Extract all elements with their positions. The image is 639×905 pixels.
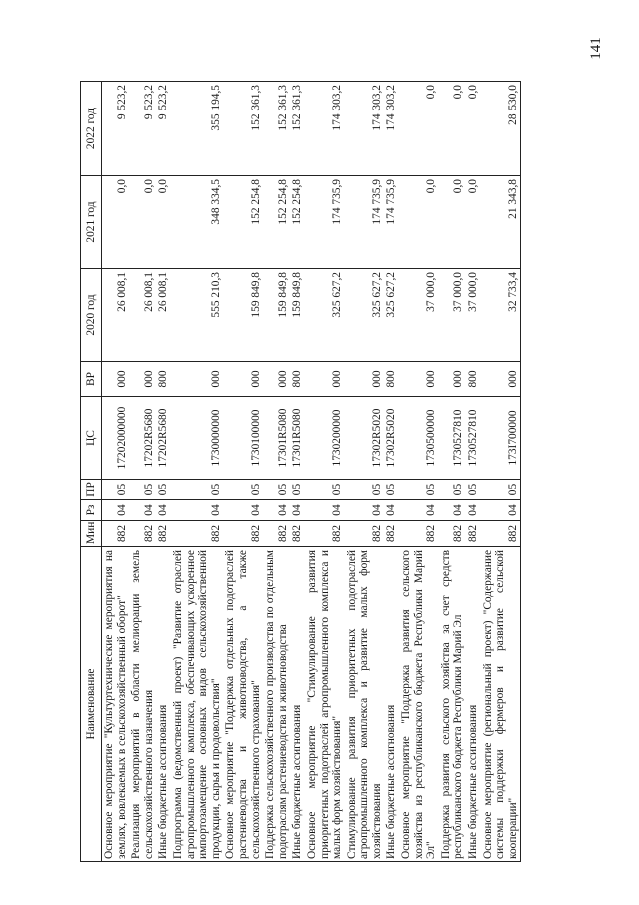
row-amount-cell: 152 254,8	[223, 176, 263, 269]
column-header: ЦС	[81, 397, 102, 480]
row-name-cell: Стимулирование развития приоритетных подотраслей агропромышленного комплекса и развитие малых форм хозяйствования	[345, 547, 385, 862]
table-row	[223, 82, 263, 862]
row-code-cell: 882	[384, 521, 399, 547]
row-amount-cell: 0,0	[399, 176, 439, 269]
column-header: ВР	[81, 362, 102, 397]
row-amount-cell: 174 303,2	[384, 82, 399, 176]
table-row	[290, 82, 305, 862]
row-amount-cell: 325 627,2	[305, 269, 345, 362]
row-amount-cell: 0,0	[102, 176, 130, 269]
row-name-cell: Иные бюджетные ассигнования	[156, 547, 171, 862]
row-code-cell: 04	[384, 500, 399, 521]
row-name-cell: Основное мероприятие "Поддержка отдельных подотраслей растениеводства и животноводства, а также сельскохозяйственного страхования"	[223, 547, 263, 862]
row-amount-cell: 37 000,0	[439, 269, 466, 362]
row-code-cell: 000	[171, 362, 223, 397]
row-code-cell: 05	[102, 480, 130, 500]
column-header: Рз	[81, 500, 102, 521]
row-amount-cell: 152 361,3	[263, 82, 290, 176]
row-code-cell: 000	[129, 362, 156, 397]
row-amount-cell: 26 008,1	[102, 269, 130, 362]
row-code-cell: 05	[384, 480, 399, 500]
row-amount-cell: 0,0	[156, 176, 171, 269]
row-amount-cell: 0,0	[439, 176, 466, 269]
table-row	[466, 82, 481, 862]
row-amount-cell: 9 523,2	[156, 82, 171, 176]
row-code-cell: 000	[399, 362, 439, 397]
row-code-cell: 800	[290, 362, 305, 397]
row-code-cell: 882	[290, 521, 305, 547]
table-row	[399, 82, 439, 862]
row-amount-cell: 174 303,2	[345, 82, 385, 176]
row-code-cell: 882	[305, 521, 345, 547]
row-code-cell: 000	[102, 362, 130, 397]
row-code-cell: 000	[223, 362, 263, 397]
table-row	[345, 82, 385, 862]
row-amount-cell: 159 849,8	[223, 269, 263, 362]
row-amount-cell: 0,0	[466, 176, 481, 269]
row-amount-cell: 355 194,5	[171, 82, 223, 176]
row-amount-cell: 9 523,2	[129, 82, 156, 176]
row-amount-cell: 152 254,8	[290, 176, 305, 269]
row-code-cell: 800	[384, 362, 399, 397]
row-code-cell: 04	[466, 500, 481, 521]
table-header-row	[81, 82, 102, 862]
row-code-cell: 17202R5680	[156, 397, 171, 480]
row-code-cell: 05	[263, 480, 290, 500]
row-code-cell: 04	[102, 500, 130, 521]
row-amount-cell: 37 000,0	[466, 269, 481, 362]
row-code-cell: 000	[481, 362, 521, 397]
row-amount-cell: 0,0	[129, 176, 156, 269]
column-header: ПР	[81, 480, 102, 500]
row-code-cell: 17302R5020	[384, 397, 399, 480]
table-row	[171, 82, 223, 862]
row-code-cell: 1730527810	[439, 397, 466, 480]
budget-table	[80, 81, 521, 862]
row-name-cell: Иные бюджетные ассигнования	[384, 547, 399, 862]
row-code-cell: 04	[439, 500, 466, 521]
row-amount-cell: 174 735,9	[305, 176, 345, 269]
row-code-cell: 05	[481, 480, 521, 500]
row-name-cell: Основное мероприятие "Культуртехнические мероприятия на землях, вовлекаемых в сельскохозяйственный оборот"	[102, 547, 130, 862]
row-code-cell: 800	[466, 362, 481, 397]
row-code-cell: 000	[305, 362, 345, 397]
row-amount-cell: 174 303,2	[305, 82, 345, 176]
row-amount-cell: 325 627,2	[384, 269, 399, 362]
row-amount-cell: 152 254,8	[263, 176, 290, 269]
row-name-cell: Основное мероприятие "Поддержка развития сельского хозяйства из республиканского бюджета Республики Марий Эл"	[399, 547, 439, 862]
row-amount-cell: 26 008,1	[156, 269, 171, 362]
row-code-cell: 05	[399, 480, 439, 500]
row-name-cell: Поддержка развития сельского хозяйства за счет средств республиканского бюджета Республики Марий Эл	[439, 547, 466, 862]
row-code-cell: 17301R5080	[290, 397, 305, 480]
table-row	[439, 82, 466, 862]
column-header: Наименование	[81, 547, 102, 862]
row-amount-cell: 0,0	[439, 82, 466, 176]
row-code-cell: 04	[223, 500, 263, 521]
column-header: 2022 год	[81, 82, 102, 176]
row-code-cell: 05	[129, 480, 156, 500]
row-amount-cell: 21 343,8	[481, 176, 521, 269]
row-code-cell: 000	[345, 362, 385, 397]
row-code-cell: 04	[399, 500, 439, 521]
row-code-cell: 882	[466, 521, 481, 547]
row-amount-cell: 174 735,9	[384, 176, 399, 269]
row-code-cell: 882	[263, 521, 290, 547]
row-amount-cell: 152 361,3	[290, 82, 305, 176]
row-code-cell: 000	[439, 362, 466, 397]
row-code-cell: 882	[171, 521, 223, 547]
row-code-cell: 04	[156, 500, 171, 521]
column-header: 2021 год	[81, 176, 102, 269]
row-amount-cell: 26 008,1	[129, 269, 156, 362]
table-row	[305, 82, 345, 862]
row-code-cell: 1730527810	[466, 397, 481, 480]
row-amount-cell: 37 000,0	[399, 269, 439, 362]
row-code-cell: 1730100000	[223, 397, 263, 480]
row-code-cell: 882	[102, 521, 130, 547]
row-code-cell: 05	[466, 480, 481, 500]
row-amount-cell: 325 627,2	[345, 269, 385, 362]
row-code-cell: 05	[171, 480, 223, 500]
row-amount-cell: 348 334,5	[171, 176, 223, 269]
row-amount-cell: 159 849,8	[263, 269, 290, 362]
row-amount-cell: 152 361,3	[223, 82, 263, 176]
row-name-cell: Иные бюджетные ассигнования	[466, 547, 481, 862]
row-amount-cell: 32 733,4	[481, 269, 521, 362]
row-code-cell: 882	[345, 521, 385, 547]
row-code-cell: 1730000000	[171, 397, 223, 480]
row-code-cell: 04	[481, 500, 521, 521]
column-header: 2020 год	[81, 269, 102, 362]
row-code-cell: 04	[263, 500, 290, 521]
row-amount-cell: 0,0	[466, 82, 481, 176]
row-code-cell: 05	[156, 480, 171, 500]
row-code-cell: 05	[223, 480, 263, 500]
table-row	[384, 82, 399, 862]
table-row	[481, 82, 521, 862]
row-code-cell: 882	[223, 521, 263, 547]
row-code-cell: 05	[290, 480, 305, 500]
row-code-cell: 04	[171, 500, 223, 521]
row-name-cell: Иные бюджетные ассигнования	[290, 547, 305, 862]
page-number: 141	[587, 37, 604, 60]
row-name-cell: Основное мероприятие (региональный проект) "Содержание системы поддержки фермеров и развитие сельской кооперации"	[481, 547, 521, 862]
row-code-cell: 04	[345, 500, 385, 521]
row-code-cell: 882	[399, 521, 439, 547]
row-code-cell: 04	[290, 500, 305, 521]
row-code-cell: 1730500000	[399, 397, 439, 480]
row-code-cell: 17202R5680	[129, 397, 156, 480]
row-name-cell: Подпрограмма (ведомственный проект) "Развитие отраслей агропромышленного комплекса, обеспечивающих ускоренное импортозамещение основных видов сельскохозяйственной продукции, сырья и продовольствия"	[171, 547, 223, 862]
row-code-cell: 800	[156, 362, 171, 397]
row-code-cell: 05	[439, 480, 466, 500]
row-name-cell: Поддержка сельскохозяйственного производства по отдельным подотраслям растениеводства и животноводства	[263, 547, 290, 862]
row-amount-cell: 174 735,9	[345, 176, 385, 269]
row-code-cell: 05	[345, 480, 385, 500]
table-row	[129, 82, 156, 862]
row-code-cell: 173I700000	[481, 397, 521, 480]
table-row	[263, 82, 290, 862]
rotated-page	[80, 82, 575, 862]
row-code-cell: 882	[129, 521, 156, 547]
row-code-cell: 000	[263, 362, 290, 397]
row-code-cell: 882	[481, 521, 521, 547]
row-code-cell: 882	[156, 521, 171, 547]
row-name-cell: Основное мероприятие "Стимулирование развития приоритетных подотраслей агропромышленного комплекса и малых форм хозяйствования"	[305, 547, 345, 862]
row-code-cell: 05	[305, 480, 345, 500]
row-amount-cell: 9 523,2	[102, 82, 130, 176]
row-amount-cell: 28 530,0	[481, 82, 521, 176]
row-code-cell: 1730200000	[305, 397, 345, 480]
row-amount-cell: 555 210,3	[171, 269, 223, 362]
row-code-cell: 04	[305, 500, 345, 521]
row-name-cell: Реализация мероприятий в области мелиорации земель сельскохозяйственного назначения	[129, 547, 156, 862]
row-amount-cell: 0,0	[399, 82, 439, 176]
row-amount-cell: 159 849,8	[290, 269, 305, 362]
row-code-cell: 17301R5080	[263, 397, 290, 480]
row-code-cell: 17302R5020	[345, 397, 385, 480]
table-row	[156, 82, 171, 862]
column-header: Мин	[81, 521, 102, 547]
row-code-cell: 04	[129, 500, 156, 521]
row-code-cell: 17202000000	[102, 397, 130, 480]
table-row	[102, 82, 130, 862]
row-code-cell: 882	[439, 521, 466, 547]
